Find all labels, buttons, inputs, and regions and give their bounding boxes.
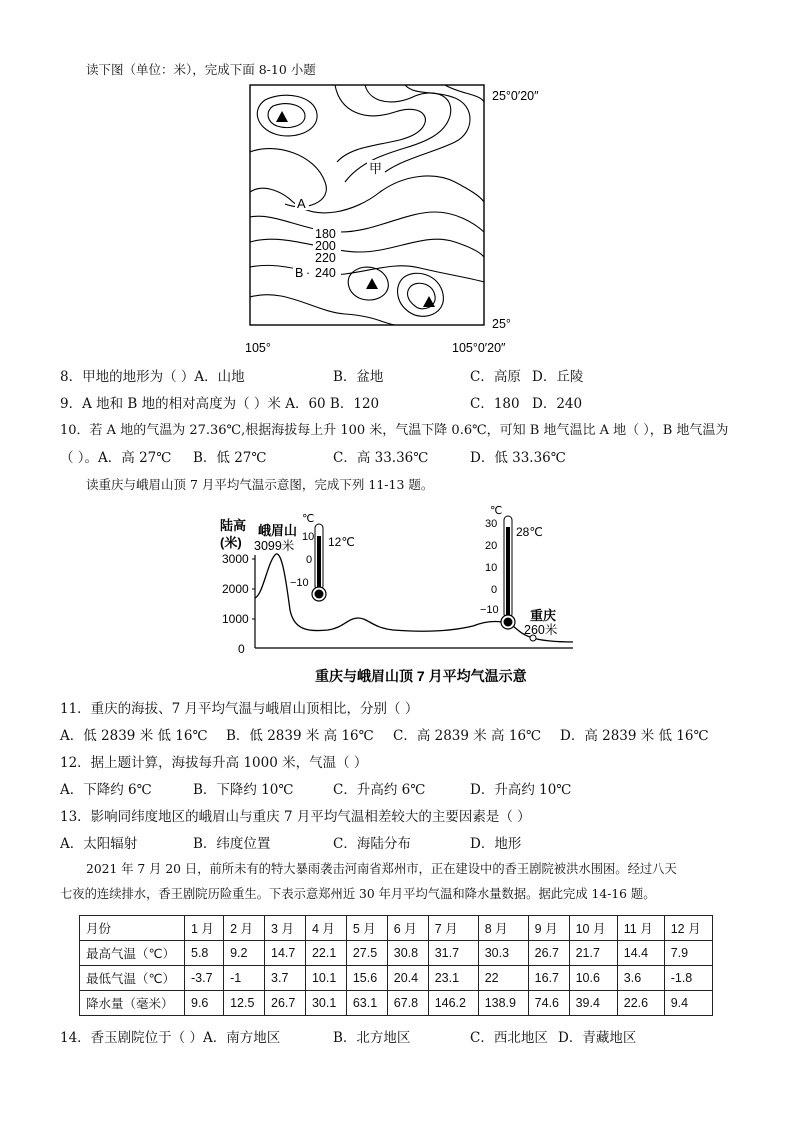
- chongqing-name: 重庆: [530, 608, 557, 623]
- profile-caption: 重庆与峨眉山顶 7 月平均气温示意: [315, 668, 527, 684]
- q8-option-d: D．丘陵: [532, 369, 584, 385]
- q8-stem: 8．甲地的地形为（ ）A．山地: [60, 369, 245, 385]
- table-cell: 39.4: [569, 991, 617, 1016]
- y-axis-title-1: 陆高: [220, 518, 247, 533]
- q12-option-d: D．升高约 10℃: [470, 782, 572, 798]
- q10-option-b: B．低 27℃: [193, 450, 267, 466]
- table-header-cell: 7 月: [428, 916, 478, 941]
- table-cell: 30.3: [478, 941, 528, 966]
- label-jia: 甲: [369, 161, 383, 176]
- table-cell: 10.1: [305, 966, 346, 991]
- table-cell: 3.6: [617, 966, 664, 991]
- table-header-cell: 1 月: [185, 916, 224, 941]
- table-header-cell: 月份: [80, 916, 185, 941]
- table-row: [80, 991, 713, 1016]
- q11-option-c: C．高 2839 米 高 16℃: [393, 728, 542, 744]
- table-header-cell: 3 月: [265, 916, 306, 941]
- q10-option-d: D．低 33.36℃: [470, 450, 566, 466]
- therm1-tick-neg10: −10: [290, 577, 309, 589]
- coord-top-right: 25°0′20″: [492, 89, 539, 103]
- intro-table-line2: 七夜的连续排水，香王剧院历险重生。下表示意郑州近 30 年月平均气温和降水量数据。据此完成 14-16 题。: [60, 887, 656, 901]
- table-cell: 74.6: [528, 991, 569, 1016]
- therm2-unit: ℃: [490, 505, 503, 517]
- table-header-cell: 11 月: [617, 916, 664, 941]
- table-cell: -1.8: [664, 966, 712, 991]
- y-tick-1000: 1000: [222, 612, 249, 626]
- table-cell: 138.9: [478, 991, 528, 1016]
- q10-stem: 10．若 A 地的气温为 27.36℃,根据海拔每上升 100 米，气温下降 0.6℃，可知 B 地气温比 A 地（ ），B 地气温为: [60, 423, 729, 438]
- q13-option-c: C．海陆分布: [333, 836, 411, 852]
- therm2-tick-0: 0: [491, 584, 498, 596]
- therm1-tick-0: 0: [306, 554, 313, 566]
- table-cell: 14.7: [265, 941, 306, 966]
- q10-option-a: （ ）。A．高 27℃: [60, 450, 172, 466]
- table-header-cell: 4 月: [305, 916, 346, 941]
- table-cell: 16.7: [528, 966, 569, 991]
- q13-option-a: A．太阳辐射: [60, 836, 138, 852]
- contour-label-240: 240: [315, 266, 336, 280]
- table-row: [80, 966, 713, 991]
- svg-text:·: ·: [306, 266, 311, 280]
- q12-option-c: C．升高约 6℃: [333, 782, 426, 798]
- contour-label-200: 200: [315, 239, 336, 253]
- table-cell: 30.8: [387, 941, 428, 966]
- q9-option-c: C．180: [470, 396, 520, 412]
- table-cell: 3.7: [265, 966, 306, 991]
- table-cell: -1: [224, 966, 265, 991]
- table-cell: 9.2: [224, 941, 265, 966]
- y-tick-0: 0: [238, 642, 245, 656]
- peak-icon: [423, 296, 435, 307]
- table-cell: -3.7: [185, 966, 224, 991]
- table-row-label: 降水量（毫米）: [80, 991, 185, 1016]
- table-cell: 9.4: [664, 991, 712, 1016]
- table-cell: 26.7: [265, 991, 306, 1016]
- therm1-value: 12℃: [328, 535, 355, 549]
- q12-option-b: B．下降约 10℃: [193, 782, 294, 798]
- y-axis-title-2: (米): [220, 535, 242, 550]
- y-tick-3000: 3000: [222, 552, 249, 566]
- table-cell: 63.1: [346, 991, 387, 1016]
- q14-stem: 14．香玉剧院位于（ ）A．南方地区: [60, 1030, 281, 1046]
- q14-option-c: C．西北地区: [470, 1030, 548, 1046]
- table-header-cell: 8 月: [478, 916, 528, 941]
- table-header-cell: 9 月: [528, 916, 569, 941]
- intro-map-question: 读下图（单位：米），完成下面 8-10 小题: [86, 62, 316, 77]
- table-cell: 27.5: [346, 941, 387, 966]
- table-header-cell: 10 月: [569, 916, 617, 941]
- therm2-value: 28℃: [516, 525, 543, 539]
- y-tick-2000: 2000: [222, 582, 249, 596]
- table-cell: 26.7: [528, 941, 569, 966]
- therm2-tick-10: 10: [485, 562, 498, 574]
- chongqing-height: 260米: [524, 623, 558, 637]
- table-header-row: [80, 916, 713, 941]
- q14-option-d: D．青藏地区: [558, 1030, 637, 1046]
- contour-map: [245, 82, 545, 362]
- table-row: [80, 941, 713, 966]
- contour-label-180: 180: [315, 227, 336, 241]
- q12-option-a: A．下降约 6℃: [60, 782, 152, 798]
- coord-bottom-left: 105°: [245, 341, 271, 355]
- table-cell: 10.6: [569, 966, 617, 991]
- q9-stem: 9．A 地和 B 地的相对高度为（ ）米 A．60 B．120: [60, 396, 380, 412]
- therm2-tick-20: 20: [485, 540, 498, 552]
- table-header-cell: 6 月: [387, 916, 428, 941]
- table-row-label: 最低气温（℃）: [80, 966, 185, 991]
- intro-profile-question: 读重庆与峨眉山顶 7 月平均气温示意图，完成下列 11-13 题。: [86, 477, 434, 492]
- climate-table: [79, 915, 713, 1016]
- table-cell: 7.9: [664, 941, 712, 966]
- q13-option-d: D．地形: [470, 836, 522, 852]
- intro-table-line1: 2021 年 7 月 20 日，前所未有的特大暴雨袭击河南省郑州市，正在建设中的香王剧院被洪水围困。经过八天: [86, 862, 677, 876]
- q11-option-a: A．低 2839 米 低 16℃: [60, 728, 208, 744]
- q13-option-b: B．纬度位置: [193, 836, 271, 852]
- table-cell: 14.4: [617, 941, 664, 966]
- table-header-cell: 5 月: [346, 916, 387, 941]
- q8-option-c: C．高原: [470, 369, 521, 385]
- therm1-tick-10: 10: [302, 531, 315, 543]
- q9-option-d: D．240: [532, 396, 583, 412]
- table-cell: 146.2: [428, 991, 478, 1016]
- coord-bottom-right: 25°: [492, 317, 511, 331]
- therm2-mercury: [506, 527, 510, 618]
- therm1-mercury: [317, 536, 321, 590]
- label-b: B: [295, 266, 304, 280]
- table-cell: 21.7: [569, 941, 617, 966]
- q11-stem: 11．重庆的海拔、7 月平均气温与峨眉山顶相比，分别（ ）: [60, 701, 419, 717]
- table-cell: 67.8: [387, 991, 428, 1016]
- table-cell: 5.8: [185, 941, 224, 966]
- emei-height: 3099米: [254, 539, 295, 553]
- peak-icon: [276, 111, 288, 122]
- q13-stem: 13．影响同纬度地区的峨眉山与重庆 7 月平均气温相差较大的主要因素是（ ）: [60, 809, 531, 825]
- table-header-cell: 12 月: [664, 916, 712, 941]
- table-cell: 31.7: [428, 941, 478, 966]
- peak-icon: [366, 278, 378, 289]
- table-cell: 22.6: [617, 991, 664, 1016]
- table-cell: 23.1: [428, 966, 478, 991]
- therm1-unit: ℃: [302, 513, 315, 525]
- table-row-label: 最高气温（℃）: [80, 941, 185, 966]
- q10-option-c: C．高 33.36℃: [333, 450, 429, 466]
- table-header-cell: 2 月: [224, 916, 265, 941]
- q11-option-b: B．低 2839 米 高 16℃: [226, 728, 374, 744]
- coord-bottom-mid: 105°0′20″: [452, 341, 506, 355]
- label-a: A: [297, 196, 306, 211]
- table-cell: 30.1: [305, 991, 346, 1016]
- table-cell: 22.1: [305, 941, 346, 966]
- q11-option-d: D．高 2839 米 低 16℃: [560, 728, 709, 744]
- table-cell: 20.4: [387, 966, 428, 991]
- profile-diagram: [218, 500, 578, 690]
- table-cell: 12.5: [224, 991, 265, 1016]
- therm2-tick-neg10: −10: [480, 604, 499, 616]
- q14-option-b: B．北方地区: [333, 1030, 411, 1046]
- q12-stem: 12．据上题计算，海拔每升高 1000 米，气温（ ）: [60, 755, 368, 771]
- table-cell: 22: [478, 966, 528, 991]
- therm2-tick-30: 30: [485, 518, 498, 530]
- emei-name: 峨眉山: [258, 523, 298, 538]
- q8-option-b: B．盆地: [333, 369, 384, 385]
- contour-label-220: 220: [315, 251, 336, 265]
- table-cell: 15.6: [346, 966, 387, 991]
- table-cell: 9.6: [185, 991, 224, 1016]
